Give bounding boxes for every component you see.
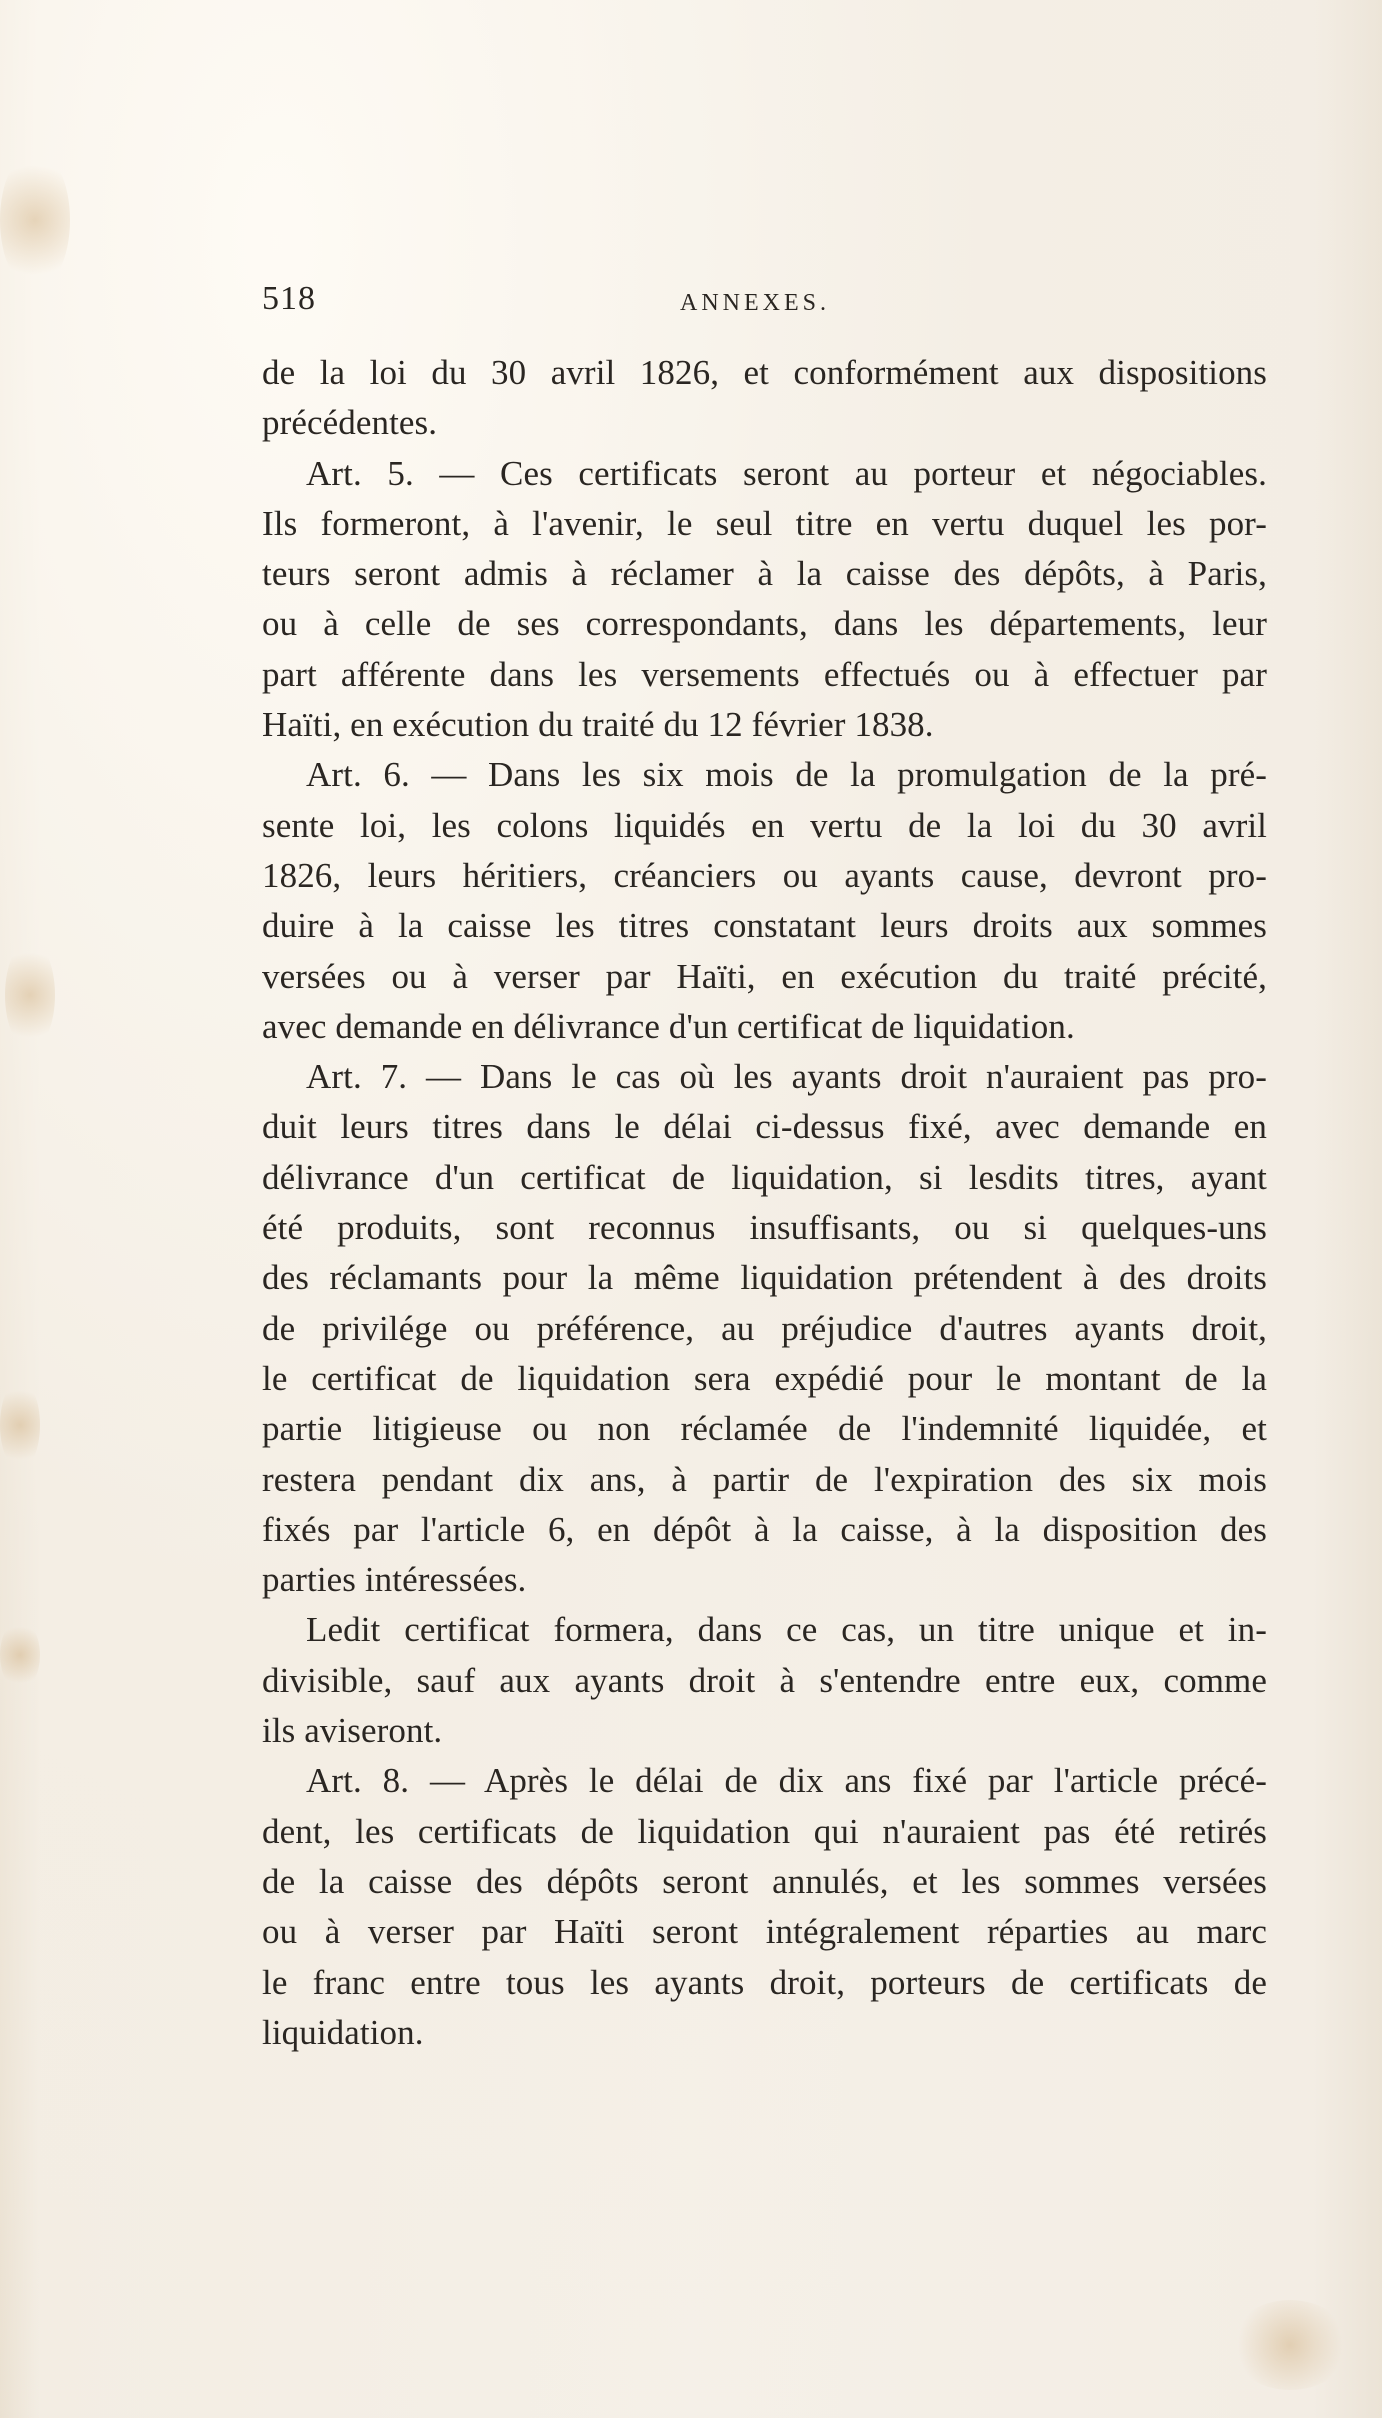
text-line: teurs seront admis à réclamer à la caisse des dépôts, à Paris, <box>262 554 1267 594</box>
text-line: précédentes. <box>262 403 438 443</box>
text-line: de privilége ou préférence, au préjudice d'autres ayants droit, <box>262 1308 1267 1348</box>
text-line: versées ou à verser par Haïti, en exécution du traité précité, <box>262 956 1267 996</box>
stain <box>0 1380 40 1470</box>
text-line: divisible, sauf aux ayants droit à s'entendre entre eux, comme <box>262 1660 1267 1700</box>
text-line: des réclamants pour la même liquidation prétendent à des droits <box>262 1258 1267 1298</box>
text-line: Ils formeront, à l'avenir, le seul titre en vertu duquel les por- <box>262 503 1267 543</box>
stain <box>0 1620 40 1690</box>
text-line: délivrance d'un certificat de liquidation, si lesdits titres, ayant <box>262 1157 1267 1197</box>
text-line: Art. 5. — Ces certificats seront au porteur et négociables. <box>306 453 1267 493</box>
page-number: 518 <box>262 280 316 317</box>
text-line: duit leurs titres dans le délai ci-dessus fixé, avec demande en <box>262 1107 1267 1147</box>
text-line: sente loi, les colons liquidés en vertu de la loi du 30 avril <box>262 805 1267 845</box>
text-line: partie litigieuse ou non réclamée de l'indemnité liquidée, et <box>262 1409 1267 1449</box>
text-line: restera pendant dix ans, à partir de l'expiration des six mois <box>262 1459 1267 1499</box>
text-line: parties intéressées. <box>262 1560 527 1600</box>
text-line: Haïti, en exécution du traité du 12 février 1838. <box>262 705 934 745</box>
stain <box>0 150 70 290</box>
text-line: le certificat de liquidation sera expédié pour le montant de la <box>262 1358 1267 1398</box>
page-header <box>262 280 1262 330</box>
text-line: le franc entre tous les ayants droit, porteurs de certificats de <box>262 1962 1267 2002</box>
text-line: été produits, sont reconnus insuffisants, ou si quelques-uns <box>262 1208 1267 1248</box>
text-line: part afférente dans les versements effectués ou à effectuer par <box>262 654 1267 694</box>
text-line: Ledit certificat formera, dans ce cas, un titre unique et in- <box>306 1610 1267 1650</box>
text-line: fixés par l'article 6, en dépôt à la caisse, à la disposition des <box>262 1509 1267 1549</box>
running-head: ANNEXES. <box>680 290 830 316</box>
text-line: dent, les certificats de liquidation qui n'auraient pas été retirés <box>262 1811 1267 1851</box>
text-line: 1826, leurs héritiers, créanciers ou ayants cause, devront pro- <box>262 855 1267 895</box>
stain <box>1230 2300 1350 2390</box>
text-line: ils aviseront. <box>262 1711 443 1751</box>
text-line: Art. 6. — Dans les six mois de la promulgation de la pré- <box>306 755 1267 795</box>
text-line: avec demande en délivrance d'un certificat de liquidation. <box>262 1006 1075 1046</box>
text-line: liquidation. <box>262 2012 424 2052</box>
text-line: Art. 7. — Dans le cas où les ayants droit n'auraient pas pro- <box>306 1057 1267 1097</box>
text-line: ou à verser par Haïti seront intégralement réparties au marc <box>262 1912 1267 1952</box>
text-line: Art. 8. — Après le délai de dix ans fixé par l'article précé- <box>306 1761 1267 1801</box>
text-line: duire à la caisse les titres constatant leurs droits aux sommes <box>262 906 1267 946</box>
stain <box>5 940 55 1050</box>
text-line: de la caisse des dépôts seront annulés, et les sommes versées <box>262 1861 1267 1901</box>
body-text <box>262 348 1267 2058</box>
text-line: ou à celle de ses correspondants, dans les départements, leur <box>262 604 1267 644</box>
text-line: de la loi du 30 avril 1826, et conformément aux dispositions <box>262 353 1267 392</box>
